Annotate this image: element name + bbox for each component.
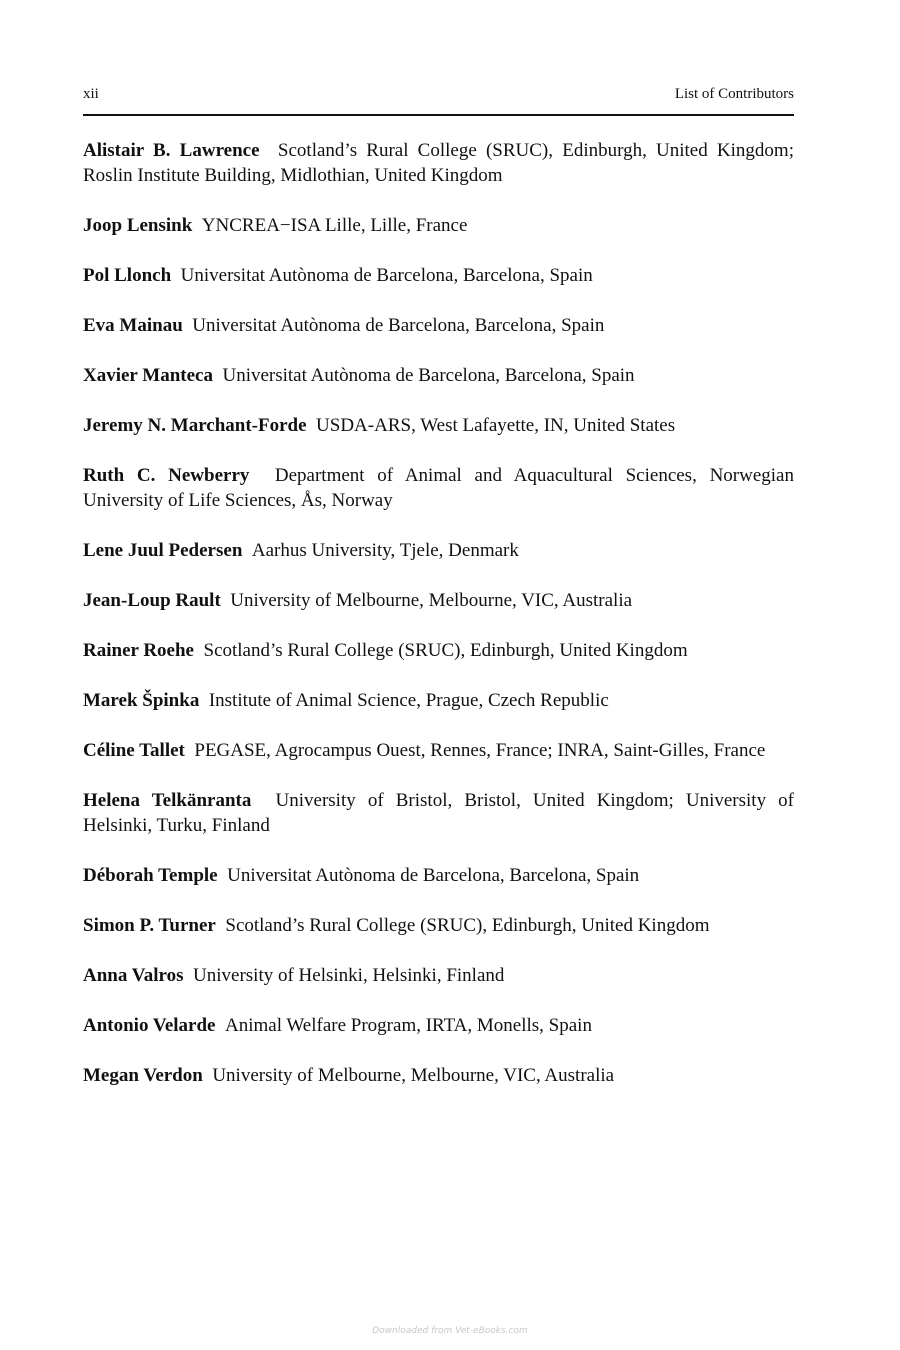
- contributor-entry: [83, 863, 794, 888]
- contributor-name: Megan Verdon: [83, 1065, 203, 1086]
- contributor-list: [83, 138, 794, 1113]
- contributor-entry: [83, 538, 794, 563]
- contributor-affiliation: Universitat Autònoma de Barcelona, Barcelona, Spain: [192, 315, 605, 336]
- contributor-affiliation: Animal Welfare Program, IRTA, Monells, Spain: [225, 1015, 592, 1036]
- running-title: List of Contributors: [674, 86, 794, 102]
- contributor-name: Pol Llonch: [83, 265, 172, 286]
- contributor-entry: [83, 363, 794, 388]
- contributor-name: Jean-Loup Rault: [83, 590, 221, 611]
- contributor-name: Joop Lensink: [83, 215, 193, 236]
- contributor-entry: [83, 413, 794, 438]
- contributor-affiliation: Scotland’s Rural College (SRUC), Edinburgh, United Kingdom; Roslin Institute Building, Midlothian, United Kingdom: [83, 140, 794, 186]
- contributor-entry: [83, 1063, 794, 1088]
- page-number: xii: [83, 86, 99, 102]
- contributor-name: Alistair B. Lawrence: [83, 140, 260, 161]
- contributor-name: Lene Juul Pedersen: [83, 540, 243, 561]
- contributor-entry: [83, 313, 794, 338]
- contributor-name: Anna Valros: [83, 965, 184, 986]
- contributor-entry: [83, 463, 794, 513]
- contributor-name: Helena Telkänranta: [83, 790, 252, 811]
- contributor-entry: [83, 638, 794, 663]
- contributor-affiliation: USDA-ARS, West Lafayette, IN, United States: [316, 415, 676, 436]
- contributor-entry: [83, 738, 794, 763]
- contributor-name: Eva Mainau: [83, 315, 183, 336]
- contributor-name: Marek Špinka: [83, 690, 200, 711]
- contributor-name: Déborah Temple: [83, 865, 218, 886]
- contributor-affiliation: University of Bristol, Bristol, United Kingdom; University of Helsinki, Turku, Finland: [83, 790, 794, 836]
- contributor-affiliation: Department of Animal and Aquacultural Sciences, Norwegian University of Life Sciences, Ås, Norway: [83, 465, 794, 511]
- contributor-name: Simon P. Turner: [83, 915, 216, 936]
- contributor-entry: [83, 688, 794, 713]
- contributor-affiliation: Institute of Animal Science, Prague, Czech Republic: [208, 690, 609, 711]
- contributor-name: Xavier Manteca: [83, 365, 213, 386]
- contributor-entry: [83, 1013, 794, 1038]
- contributor-name: Antonio Velarde: [83, 1015, 216, 1036]
- contributor-entry: [83, 913, 794, 938]
- contributor-name: Rainer Roehe: [83, 640, 194, 661]
- contributor-affiliation: YNCREA−ISA Lille, Lille, France: [201, 215, 468, 236]
- contributor-affiliation: Universitat Autònoma de Barcelona, Barcelona, Spain: [222, 365, 635, 386]
- contributor-affiliation: Universitat Autònoma de Barcelona, Barcelona, Spain: [227, 865, 640, 886]
- contributor-entry: [83, 788, 794, 838]
- contributor-affiliation: University of Helsinki, Helsinki, Finland: [193, 965, 505, 986]
- contributor-entry: [83, 963, 794, 988]
- contributor-entry: [83, 213, 794, 238]
- contributor-entry: [83, 138, 794, 188]
- contributor-entry: [83, 588, 794, 613]
- contributor-affiliation: PEGASE, Agrocampus Ouest, Rennes, France; INRA, Saint-Gilles, France: [194, 740, 766, 761]
- contributor-affiliation: University of Melbourne, Melbourne, VIC, Australia: [230, 590, 633, 611]
- contributor-name: Ruth C. Newberry: [83, 465, 250, 486]
- contributor-affiliation: Universitat Autònoma de Barcelona, Barcelona, Spain: [180, 265, 593, 286]
- download-watermark: Downloaded from Vet-eBooks.com: [372, 1326, 528, 1336]
- contributor-name: Jeremy N. Marchant-Forde: [83, 415, 307, 436]
- contributor-name: Céline Tallet: [83, 740, 185, 761]
- contributor-affiliation: Scotland’s Rural College (SRUC), Edinburgh, United Kingdom: [225, 915, 710, 936]
- contributor-affiliation: Aarhus University, Tjele, Denmark: [251, 540, 519, 561]
- contributor-affiliation: University of Melbourne, Melbourne, VIC, Australia: [212, 1065, 615, 1086]
- contributor-affiliation: Scotland’s Rural College (SRUC), Edinburgh, United Kingdom: [203, 640, 688, 661]
- contributor-entry: [83, 263, 794, 288]
- page-header: [83, 84, 794, 116]
